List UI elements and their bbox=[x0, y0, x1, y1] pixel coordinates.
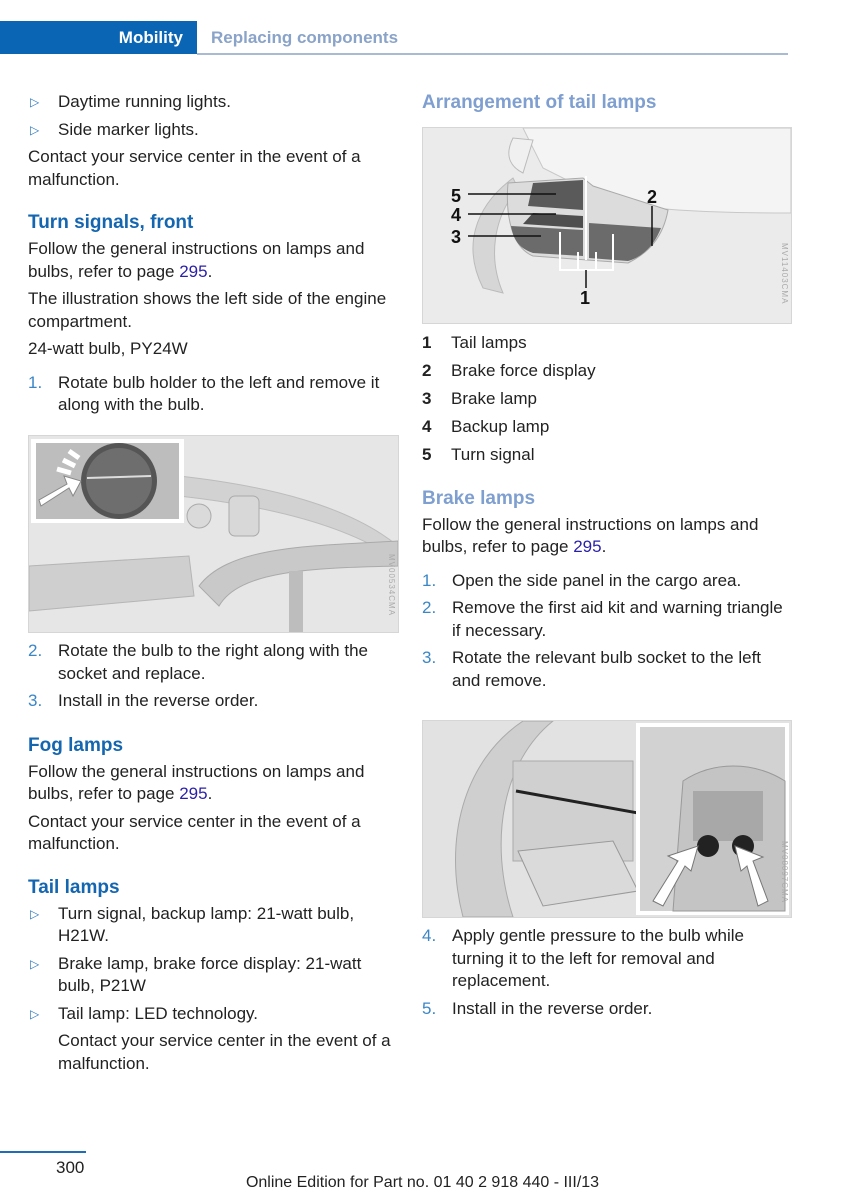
chapter-title: Mobility bbox=[118, 28, 183, 47]
header-rule bbox=[197, 53, 788, 55]
cargo-area-figure bbox=[422, 720, 792, 918]
triangle-bullet-icon: ▷ bbox=[30, 906, 40, 921]
bullet-item: ▷ Side marker lights. bbox=[28, 119, 398, 142]
triangle-bullet-icon: ▷ bbox=[30, 956, 40, 971]
section-title: Replacing components bbox=[211, 28, 399, 47]
step-item: 4. Apply gentle pressure to the bulb while turning it to the left for removal and replacement. bbox=[422, 926, 745, 990]
step-item: 5. Install in the reverse order. bbox=[422, 998, 653, 1018]
engine-compartment-figure bbox=[28, 435, 399, 633]
page-link[interactable]: 295 bbox=[179, 261, 208, 281]
step-item: 3. Rotate the relevant bulb socket to the left and remove. bbox=[422, 648, 762, 690]
callout-5: 5 bbox=[451, 186, 462, 206]
page-link[interactable]: 295 bbox=[573, 537, 602, 556]
cargo-illustration bbox=[423, 721, 791, 917]
callout-3: 3 bbox=[451, 227, 462, 247]
edition-info: Online Edition for Part no. 01 40 2 918 440 - III/13 bbox=[245, 1174, 600, 1191]
callout-4: 4 bbox=[451, 205, 462, 225]
legend-item: 5 Turn signal bbox=[422, 445, 535, 464]
left-column-cont bbox=[28, 640, 398, 1075]
page-number: 300 bbox=[56, 1158, 85, 1177]
tail-lamp-illustration bbox=[423, 128, 791, 323]
figure-code: MV00534CMA bbox=[387, 554, 396, 617]
callout-2: 2 bbox=[647, 187, 658, 207]
step-item: 2. Remove the first aid kit and warning triangle if necessary. bbox=[422, 598, 783, 640]
figure-code: MV08097CMA bbox=[780, 841, 789, 904]
section-heading-brake-lamps: Brake lamps bbox=[422, 487, 536, 509]
section-heading-fog-lamps: Fog lamps bbox=[28, 734, 124, 756]
legend-item: 2 Brake force display bbox=[422, 361, 596, 380]
bullet-item: ▷ Tail lamp: LED technology. bbox=[28, 1003, 398, 1026]
follow-instructions: Follow the general instructions on lamps and bulbs, refer to page 295. bbox=[422, 514, 759, 556]
bullet-item: ▷ Brake lamp, brake force display: 21-watt bulb, P21W bbox=[30, 953, 362, 995]
step-item: 2. Rotate the bulb to the right along with the socket and replace. bbox=[28, 641, 368, 683]
right-column bbox=[422, 91, 792, 115]
step-item: 1. Open the side panel in the cargo area. bbox=[422, 570, 742, 590]
triangle-bullet-icon: ▷ bbox=[30, 95, 40, 109]
follow-instructions: Follow the general instructions on lamps and bulbs, refer to page 295. bbox=[28, 239, 365, 281]
section-heading-turn-signals: Turn signals, front bbox=[28, 212, 194, 233]
figure-code: MV11403CMA bbox=[780, 243, 789, 305]
legend-item: 3 Brake lamp bbox=[422, 389, 537, 408]
led-note: Contact your service center in the event of a malfunction. bbox=[58, 1031, 391, 1073]
step-item: 3. Install in the reverse order. bbox=[28, 691, 259, 710]
contact-note: Contact your service center in the event of a malfunction. bbox=[28, 147, 361, 189]
illustration-note: The illustration shows the left side of the engine compartment. bbox=[28, 289, 387, 331]
tail-lamp-figure bbox=[422, 127, 792, 324]
follow-instructions: Follow the general instructions on lamps and bulbs, refer to page 295. bbox=[28, 761, 365, 803]
left-column bbox=[28, 91, 398, 417]
step-item: 1. Rotate bulb holder to the left and remove it along with the bulb. bbox=[28, 372, 380, 414]
legend-item: 1 Tail lamps bbox=[422, 333, 527, 352]
bulb-spec: 24-watt bulb, PY24W bbox=[28, 339, 188, 358]
bullet-item: ▷ Turn signal, backup lamp: 21-watt bulb, H21W. bbox=[30, 903, 355, 945]
right-column-cont bbox=[422, 332, 792, 692]
callout-1: 1 bbox=[580, 288, 591, 308]
contact-note: Contact your service center in the event of a malfunction. bbox=[28, 811, 361, 853]
section-heading-arrangement: Arrangement of tail lamps bbox=[422, 92, 657, 113]
engine-illustration bbox=[29, 436, 398, 632]
page-link[interactable]: 295 bbox=[179, 784, 208, 803]
legend-item: 4 Backup lamp bbox=[422, 417, 550, 436]
bullet-item: ▷ Daytime running lights. bbox=[28, 91, 398, 114]
right-column-end bbox=[422, 925, 792, 1020]
footer-rule bbox=[0, 1151, 86, 1153]
section-heading-tail-lamps: Tail lamps bbox=[28, 876, 120, 898]
triangle-bullet-icon: ▷ bbox=[30, 1006, 40, 1021]
triangle-bullet-icon: ▷ bbox=[30, 122, 40, 137]
